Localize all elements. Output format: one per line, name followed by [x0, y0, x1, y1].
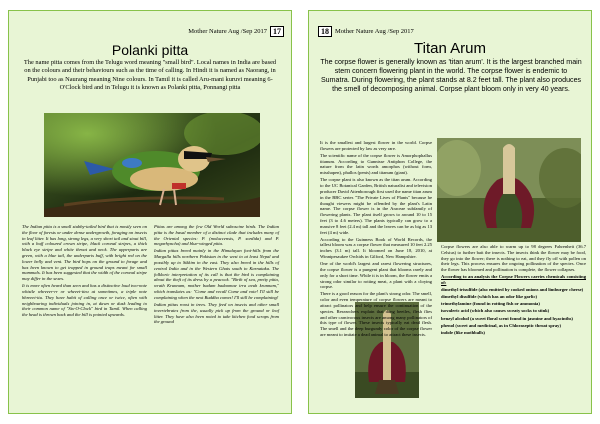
chemical-item: benzyl alcohol (a sweet floral scent found in jasmine and hyacinths) [441, 315, 573, 321]
chemical-item: phenol (sweet and medicinal, as in Chloraseptic throat spray) [441, 322, 561, 328]
chemical-item: isovaleric acid (which also causes sweaty socks to stink) [441, 308, 550, 314]
right-column-2 [441, 244, 586, 337]
paragraph: According to the Guinness Book of World Records, the tallest bloom was a corpse flower that measured 10 feet 2.25 inches (3.1 m) tall. It bloomed on June 18, 2010, at Winnipesaukee Orchids in Gilford, New Hampshire. [320, 236, 432, 260]
article-intro: The corpse flower is generally known as 'titan arum'. It is the largest branched main stem concern flowering plant in the world. The corpse flower is endemic to Sumatra. During flowering, the plant stands at 8.2 feet tall. The plant also produces the smell of decomposing animal. Corpse plant bloom only in very 40 years. [320, 58, 582, 94]
paragraph: Corpse flowers are also able to warm up to 98 degrees Fahrenheit (36.7 Celsius) to further bait the insects. The insects think the flower may be food, they go into the flower; there is nothing to eat, and they fly off with pollen on their legs. This process ensures the ongoing pollination of the species. Once the flower has bloomed and pollination is complete, the flower collapses. [441, 244, 586, 273]
paragraph: One of the world's largest and rarest flowering structures, the corpse flower is a pungent plant that blooms rarely and only for a short time. While it is in bloom, the flower emits a strong odor similar to rotting meat, a plant with a cloying corpse. [320, 261, 432, 290]
paragraph: There is a good reason for the plant's strong odor. The smell, color and even temperature of corpse flowers are meant to attract pollinators and help ensure the continuation of the species. Researchers explain that dung beetles, flesh flies and other carnivorous insects are among many pollinators of this type of flower. These insects typically eat dead flesh. The smell and the deep burgundy color of the corpse flower are meant to imitate a dead animal to attract these insects. [320, 291, 432, 337]
article-intro: The name pitta comes from the Telugu word meaning "small bird". Local names in India are based on the colours and their behaviours such as the time of calling. In Hindi it is named as Naorang, in Punjabi too as Naurang meaning Nine colours. In Tamil it is called Aru-mani kuruvi meaning 6-O'Clock bird and in Telugu it is known as Polanki pitta, Ponnangi pitta [23, 59, 277, 92]
magazine-label: Mother Nature Aug /Sep 2017 [335, 28, 414, 35]
chemical-item: indole (like mothballs) [441, 329, 485, 335]
paragraph: It is the smallest and largest flower in the world. Corpse flowers are protected by law as very rare. [320, 140, 432, 151]
left-column-2 [154, 224, 279, 326]
right-column-1 [320, 140, 432, 339]
chemical-item: dimethyl disulfide (which has an odor like garlic) [441, 294, 538, 300]
left-page-header [185, 26, 284, 37]
paragraph: The corpse plant is also known as the titan arum. According to the UC Botanical Garden, British naturalist and television producer David Attenborough first used the name titan arum in the BBC series "The Private Lives of Plants" because he thought viewers might be offended by the plant's Latin name. The corpse flower is in the Araceae subfamily of flowering plants. The plant itself grows to around 10 to 15 feet (3 to 4.6 meters). The plants typically can grow to a massive 8 feet (2.4 m) tall and the leaves can be as big as 13 feet (4 m) wide. [320, 177, 432, 235]
article-title: Polanki pitta [111, 42, 189, 58]
indian-pitta-photo [44, 113, 260, 217]
chemicals-heading: According to an analysis the Corpse Flowers carries chemicals consisting of: [441, 274, 586, 286]
chemical-item: dimethyl trisulfide (also emitted by cooked onions and limburger cheese) [441, 287, 584, 293]
paragraph: The scientific name of the corpse flower is Amorphophallus titanum. According to Gunnisse Antiphon College, the nature from the latin words amorphos (without form, misshapen), phallos (penis) and titanum (giant). [320, 152, 432, 176]
paragraph: Indian pittas breed mainly in the Himalayan foot-hills from the Margalla hills northern Pakistan in the west to at least Nepal and possibly up to Sikkim in the east. They also breed in the hills of central India and in the Western Ghats south to Karnataka. The folkloric interpretation of its call is that the bird is complaining about the theft of its dress by a peacock. "Birth of sea, pretty pitta, wrath Krunnam, mother badam badaomae irra avuh krunnam," which translates as: "Come and recall Come and vote! I'll still be complaining when the next Buddha comes! I'll still be complaining! [154, 248, 279, 300]
magazine-label: Mother Nature Aug /Sep 2017 [188, 28, 267, 35]
article-title: Titan Arum [414, 40, 486, 57]
paragraph: Pittas are among the few Old World suboscine birds. The Indian pitta is the basal member of a distinct clade that includes many of the Oriental species: P. (moluccensis, P. sordida) and P. megarhyncha) and blue-winged pitta. [154, 224, 279, 247]
paragraph: The Indian pitta is a small stubby-tailed bird that is mostly seen on the floor of forests or under dense undergrowth, foraging on insects in leaf litter. It has long, strong legs, a very short tail and stout bill, with a buff coloured crown stripe, black coronal stripes, a thick black eye stripe and white throat and neck. The upperparts are green, with a blue tail, the underparts buff, with bright red on the lower belly and vent. The bird hops on the ground to forage and has been known to get trapped in ground traps meant for small mammals. It has been suggested that the width of the coronal stripe may differ in the sexes. [22, 224, 147, 282]
titan-arum-photo [437, 138, 581, 242]
right-page-header [318, 26, 417, 37]
paragraph: Indian pittas roost in trees. They feed on insects and other small invertebrates from the, usually pick up from the ground or leaf litter. They have also been noted to take kitchen food scraps from the ground [154, 301, 279, 325]
page-number: 17 [270, 26, 284, 37]
chemical-item: trimethylamine (found in rotting fish or ammonia) [441, 301, 540, 307]
page-number: 18 [318, 26, 332, 37]
paragraph: It is more often heard than seen and has a distinctive loud two-note whistle whreeer-rr or wheeet-tieu at sometimes, a triple note hhreeet-ttu. They have habit of calling once or twice, often with neighbouring individuals joining in, at dawn or dusk leading to their common name of "Six-O-Clock" bird in Tamil. When calling the head is thrown back and the bill is pointed upwards. [22, 283, 147, 318]
left-column-1 [22, 224, 147, 319]
